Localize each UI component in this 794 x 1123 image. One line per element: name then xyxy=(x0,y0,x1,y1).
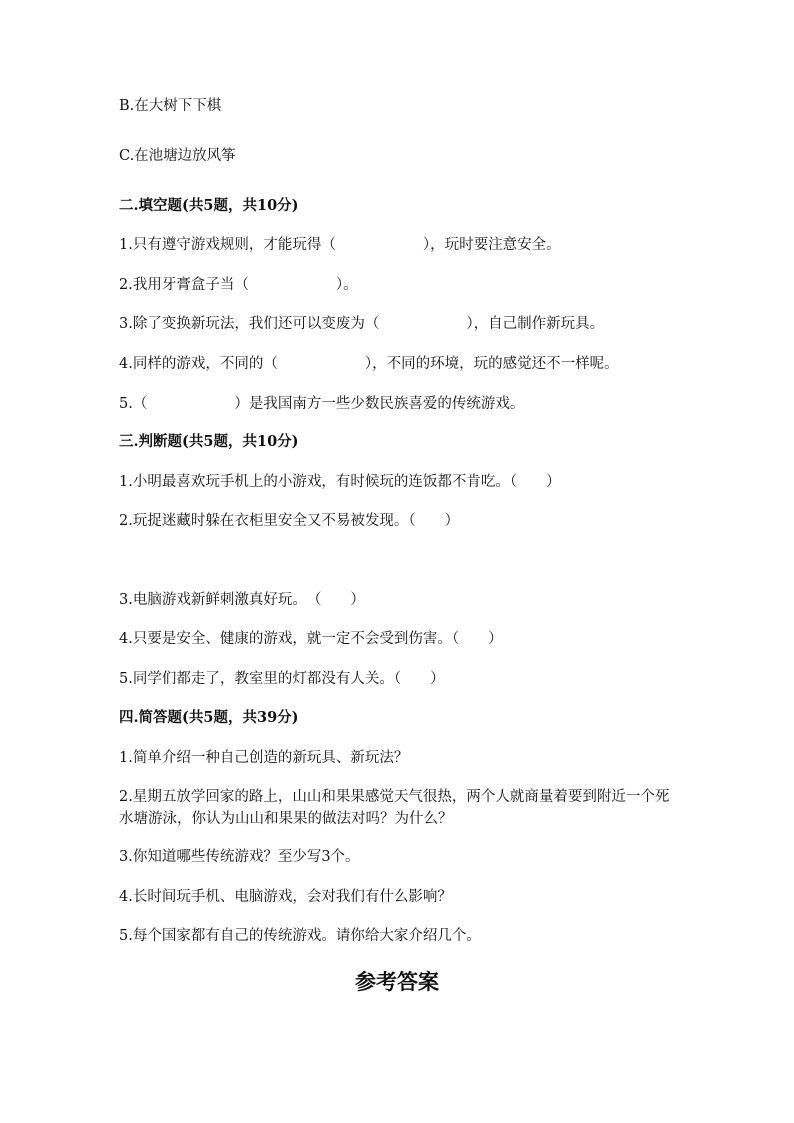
option-c: C.在池塘边放风筝 xyxy=(119,148,236,164)
fill-blank-question-4: 4.同样的游戏，不同的（ ），不同的环境，玩的感觉还不一样呢。 xyxy=(119,356,619,372)
option-b: B.在大树下下棋 xyxy=(119,98,222,114)
section-heading-short-answer: 四.简答题(共5题，共39分) xyxy=(119,709,299,726)
fill-blank-question-5: 5.（ ）是我国南方一些少数民族喜爱的传统游戏。 xyxy=(119,396,525,412)
short-answer-question-1: 1.简单介绍一种自己创造的新玩具、新玩法？ xyxy=(119,750,409,766)
answers-title: 参考答案 xyxy=(355,969,439,994)
fill-blank-question-3: 3.除了变换新玩法，我们还可以变废为（ ），自己制作新玩具。 xyxy=(119,316,605,332)
short-answer-question-3: 3.你知道哪些传统游戏？至少写3个。 xyxy=(119,849,360,865)
fill-blank-question-2: 2.我用牙膏盒子当（ ）。 xyxy=(119,277,358,293)
fill-blank-question-1: 1.只有遵守游戏规则，才能玩得（ ），玩时要注意安全。 xyxy=(119,237,561,253)
true-false-question-2: 2.玩捉迷藏时躲在衣柜里安全又不易被发现。（ ） xyxy=(119,513,460,529)
true-false-question-5: 5.同学们都走了，教室里的灯都没有人关。（ ） xyxy=(119,671,445,687)
short-answer-question-5: 5.每个国家都有自己的传统游戏。请你给大家介绍几个。 xyxy=(119,928,481,944)
short-answer-question-4: 4.长时间玩手机、电脑游戏，会对我们有什么影响？ xyxy=(119,889,452,905)
section-heading-true-false: 三.判断题(共5题，共10分) xyxy=(119,433,299,450)
true-false-question-4: 4.只要是安全、健康的游戏，就一定不会受到伤害。（ ） xyxy=(119,631,503,647)
short-answer-question-2: 2.星期五放学回家的路上，山山和果果感觉天气很热，两个人就商量着要到附近一个死水塘游泳，你认为山山和果果的做法对吗？为什么？ xyxy=(119,789,670,827)
true-false-question-1: 1.小明最喜欢玩手机上的小游戏，有时候玩的连饭都不肯吃。（ ） xyxy=(119,474,561,490)
true-false-question-3: 3.电脑游戏新鲜刺激真好玩。 （ ） xyxy=(119,592,365,608)
section-heading-fill-blank: 二.填空题(共5题，共10分) xyxy=(119,197,299,214)
